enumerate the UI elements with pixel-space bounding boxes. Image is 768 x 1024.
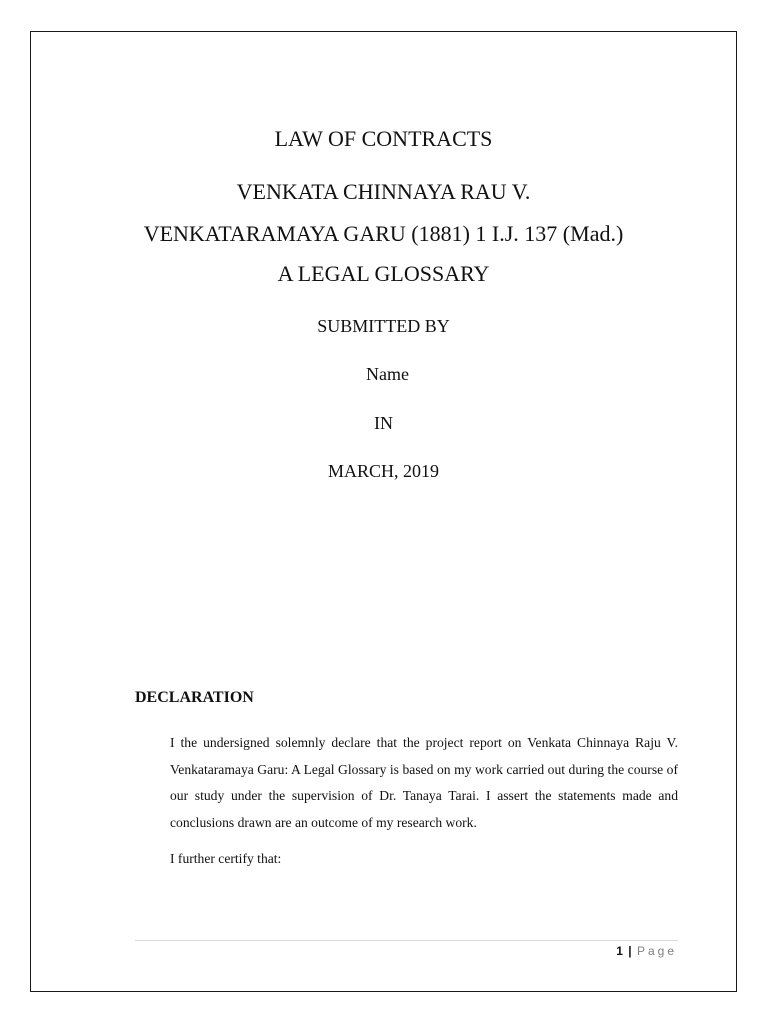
page-footer [616,944,677,958]
declaration-heading: DECLARATION [135,689,254,706]
case-title-line-2: VENKATARAMAYA GARU (1881) 1 I.J. 137 (Mad.) [143,221,624,246]
document-title: LAW OF CONTRACTS [274,126,493,151]
page-border [30,31,737,992]
page-separator: | [628,944,632,958]
submitted-by-label: SUBMITTED BY [317,316,450,336]
page-number: 1 [616,944,623,958]
submission-date: MARCH, 2019 [327,461,439,481]
in-label: IN [374,413,393,433]
declaration-body: I the undersigned solemnly declare that the project report on Venkata Chinnaya Raju V. Venkataramaya Garu: A Legal Glossary is based on my work carried out during the course of our study under the supervision of Dr. Tanaya Tarai. I assert the statements made and conclusions drawn are an outcome of my research work. [170,735,678,830]
footer-divider [135,940,678,941]
case-title-line-1: VENKATA CHINNAYA RAU V. [236,179,531,204]
document-subtitle: A LEGAL GLOSSARY [277,261,490,286]
page-word: Page [636,944,677,958]
submitter-name: Name [366,364,409,384]
declaration-certify: I further certify that: [170,851,282,866]
